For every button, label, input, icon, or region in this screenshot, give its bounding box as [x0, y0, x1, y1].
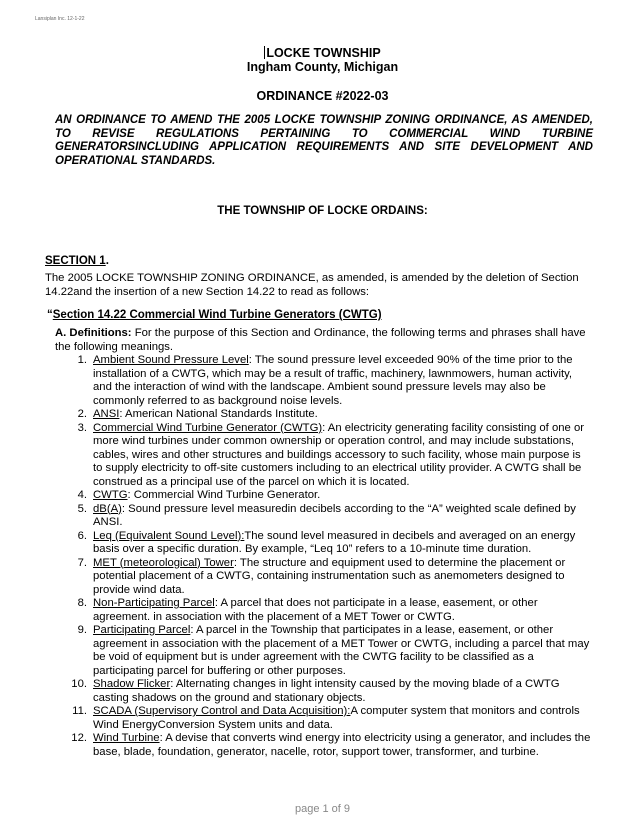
definition-term: Shadow Flicker: [93, 678, 171, 690]
definitions-label: A. Definitions:: [55, 327, 132, 339]
section-14-22-heading: [47, 309, 382, 321]
header-note: Lansiplan Inc. 12-1-22: [35, 16, 85, 22]
definition-text: The sound level measured in decibels and averaged on an energy basis over a specific duration. By example, “Leq 10” refers to a 10-minute time duration.: [93, 529, 576, 555]
list-item: [77, 624, 593, 678]
list-item: [77, 502, 593, 530]
list-item-number: 11.: [72, 705, 87, 717]
definition-text: : A parcel that does not participate in a lease, easement, or other agreement. in association with the placement of a MET Tower or CWTG.: [93, 597, 538, 623]
page-number: page 1 of 9: [294, 803, 351, 815]
section-14-22-title: Section 14.22 Commercial Wind Turbine Generators (CWTG): [52, 309, 382, 321]
section-1-label: SECTION 1: [45, 255, 106, 267]
definition-term: ANSI: [93, 408, 120, 420]
list-item-number: 7.: [77, 556, 87, 569]
ordinance-number: ORDINANCE #2022-03: [256, 89, 389, 103]
definition-text: : A parcel in the Township that participates in a lease, easement, or other agreement in association with the placement of a MET Tower or CWTG, including a parcel that may be void of equipment but is under agreement with the CWTG facility to be classified as a participating parcel for buffering or other purposes.: [93, 624, 590, 677]
section-1-body: The 2005 LOCKE TOWNSHIP ZONING ORDINANCE, as amended, is amended by the deletion of Section 14.22and the insertion of a new Section 14.22 to read as follows:: [45, 272, 579, 298]
list-item-number: 3.: [77, 421, 87, 434]
list-item-number: 6.: [77, 529, 87, 542]
list-item-number: 5.: [77, 502, 87, 515]
definition-term: dB(A): [93, 502, 122, 515]
definitions-list: [71, 354, 593, 759]
list-item-number: 4.: [77, 489, 87, 501]
title-line-2: Ingham County, Michigan: [246, 60, 399, 74]
definitions-intro: [55, 327, 595, 354]
definition-term: Leq (Equivalent Sound Level):: [93, 529, 245, 542]
list-item: [77, 556, 593, 598]
preamble: AN ORDINANCE TO AMEND THE 2005 LOCKE TOWNSHIP ZONING ORDINANCE, AS AMENDED, TO REVISE REGULATIONS PERTAINING TO COMMERCIAL WIND TURBINE GENERATORSINCLUDING APPLICATION REQUIREMENTS AND SITE DEVELOPMENT AND OPERATIONAL STANDARDS.: [55, 114, 593, 167]
list-item: [71, 678, 593, 705]
list-item: [77, 421, 593, 490]
definition-text: : Sound pressure level measuredin decibels according to the “A” weighted scale defined by ANSI.: [93, 502, 576, 528]
title-block: [0, 46, 635, 74]
township-title: LOCKE TOWNSHIP: [266, 46, 381, 60]
open-quote: “: [47, 309, 53, 321]
definition-term: SCADA (Supervisory Control and Data Acquisition):: [93, 705, 351, 717]
list-item-number: 10.: [71, 678, 87, 690]
title-line-1: [0, 46, 635, 60]
definition-term: Non-Participating Parcel: [93, 597, 215, 609]
definition-text: A computer system that monitors and controls Wind EnergyConversion System units and data.: [93, 705, 580, 731]
definition-text: : Alternating changes in light intensity caused by the moving blade of a CWTG casting shadows on the ground and stationary objects.: [93, 678, 560, 704]
definition-term: Commercial Wind Turbine Generator (CWTG): [93, 421, 323, 434]
list-item-number: 12.: [71, 732, 87, 744]
definition-text: : The structure and equipment used to determine the placement or potential placement of a CWTG, containing instrumentation such as anemometers designed to provide wind data.: [93, 556, 566, 596]
list-item-number: 9.: [77, 624, 87, 636]
definition-text: : A devise that converts wind energy into electricity using a generator, and includes the base, blade, foundation, generator, nacelle, rotor, support tower, transformer, and turbine.: [93, 732, 591, 758]
list-item: [77, 489, 593, 503]
list-item-number: 1.: [77, 354, 87, 366]
definition-term: Participating Parcel: [93, 624, 191, 636]
definition-text: : An electricity generating facility consisting of one or more wind turbines under common ownership or operation control, and may include substations, cables, wires and other structures and buildings accessory to such facility, whose main purpose is to supply electricity to off-site customers including to an electrical utility provider. A CWTG shall be construed as a principal use of the parcel on which it is located.: [93, 421, 584, 488]
list-item: [77, 408, 593, 422]
list-item: [71, 732, 593, 759]
list-item: [72, 705, 593, 732]
definition-text: : Commercial Wind Turbine Generator.: [127, 489, 321, 501]
list-item-number: 2.: [77, 408, 87, 420]
list-item-number: 8.: [77, 597, 87, 609]
section-1-heading: [45, 255, 109, 267]
section-1-period: .: [105, 255, 109, 267]
list-item: [77, 597, 593, 624]
definition-text: : The sound pressure level exceeded 90% of the time prior to the installation of a CWTG, which may be a result of traffic, machinery, lawnmowers, human activity, and the interaction of wind with the landscape. Ambient sound pressure levels may also be commonly referred to as background noise levels.: [93, 354, 573, 407]
definition-term: Wind Turbine: [93, 732, 160, 744]
definition-term: MET (meteorological) Tower: [93, 556, 234, 569]
definition-term: CWTG: [93, 489, 128, 501]
definition-term: Ambient Sound Pressure Level: [93, 354, 249, 366]
definition-text: : American National Standards Institute.: [119, 408, 318, 420]
definitions-intro-text: For the purpose of this Section and Ordinance, the following terms and phrases shall have the following meanings.: [55, 327, 586, 353]
ordains-heading: THE TOWNSHIP OF LOCKE ORDAINS:: [217, 205, 428, 217]
list-item: [77, 529, 593, 557]
list-item: [77, 354, 593, 408]
